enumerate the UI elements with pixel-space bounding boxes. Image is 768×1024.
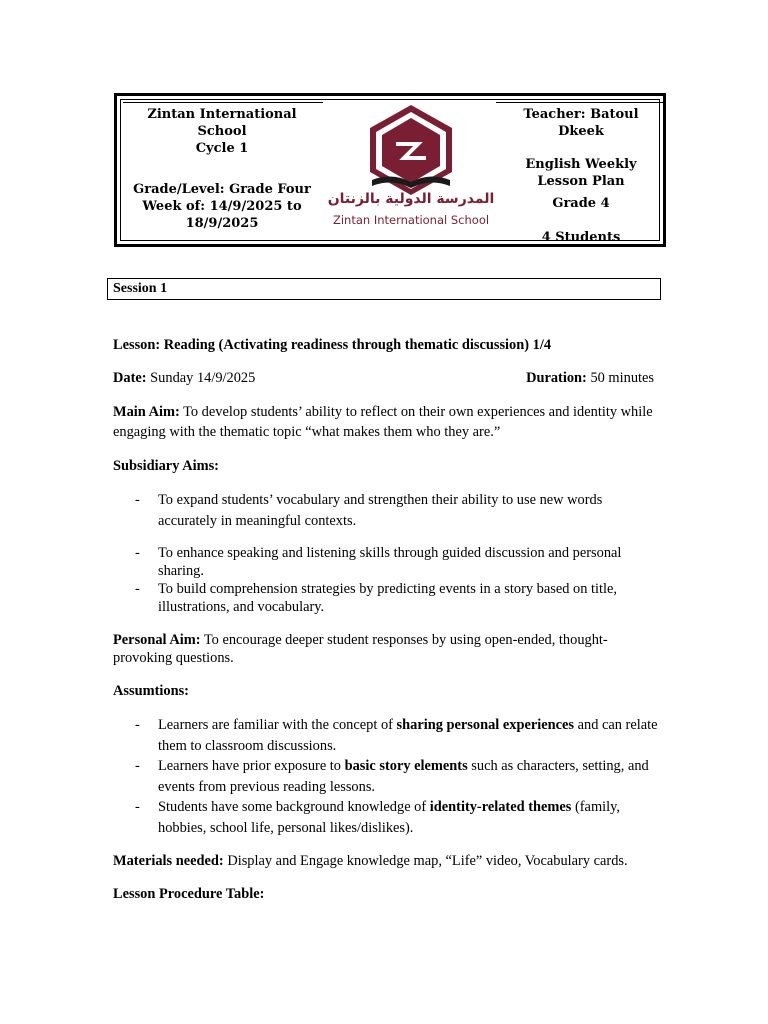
duration [526,369,661,388]
main-aim [113,402,661,442]
grade-level: Grade/Level: Grade Four [133,182,311,197]
logo-arabic-text: المدرسة الدولية بالزنتان [327,191,495,207]
assumptions-list [113,715,661,838]
list-item: - Learners are familiar with the concept of sharing personal experiences and can relate them to classroom discussions. [135,717,658,754]
header-left-column [127,106,317,232]
logo-english-text: Zintan International School [332,213,490,227]
session-label: Session 1 [107,278,661,300]
duration-label: Duration: [526,370,587,386]
cycle: Cycle 1 [195,141,249,156]
list-item: - Students have some background knowledge of identity-related themes (family, hobbies, school life, personal likes/dislikes). [135,799,620,836]
main-aim-text: To develop students’ ability to reflect on their own experiences and identity while engaging with the thematic topic “what makes them who they are.” [113,404,653,440]
school-name: Zintan International School [147,107,297,139]
list-item: - Learners have prior exposure to basic story elements such as characters, setting, and events from previous reading lessons. [135,758,649,795]
school-crest-icon [326,100,496,195]
header-inner-border [120,99,660,245]
date-label: Date: [113,370,147,386]
procedure-table-heading: Lesson Procedure Table: [113,886,265,902]
teacher-name: Teacher: Batoul Dkeek [523,107,639,139]
date-duration-row [113,369,661,388]
main-aim-label: Main Aim: [113,404,180,420]
week-of: Week of: 14/9/2025 to 18/9/2025 [142,199,302,231]
duration-value: 50 minutes [590,370,654,386]
divider [316,244,496,245]
list-item: - To build comprehension strategies by predicting events in a story based on title, illustrations, and vocabulary. [135,581,617,615]
list-item: - To enhance speaking and listening skills through guided discussion and personal sharing. [135,545,622,579]
personal-aim-label: Personal Aim: [113,632,201,648]
materials-needed [113,852,661,871]
school-logo [326,100,496,240]
list-item: - To expand students’ vocabulary and strengthen their ability to use new words accurately in meaningful contexts. [135,492,603,529]
header-box [114,93,666,247]
divider [123,102,323,103]
personal-aim [113,631,661,667]
grade: Grade 4 [552,196,610,211]
divider [496,102,665,103]
student-count: 4 Students [541,230,621,245]
lesson-title: Lesson: Reading (Activating readiness through thematic discussion) 1/4 [113,337,552,353]
assumptions-heading: Assumtions: [113,683,189,699]
lesson-content [113,336,661,904]
personal-aim-text: To encourage deeper student responses by using open-ended, thought-provoking questions. [113,632,608,666]
materials-text: Display and Engage knowledge map, “Life” video, Vocabulary cards. [227,853,628,869]
subsidiary-aims-list [113,490,661,616]
date [113,369,255,388]
subsidiary-aims-heading: Subsidiary Aims: [113,458,219,474]
date-value: Sunday 14/9/2025 [150,370,256,386]
materials-label: Materials needed: [113,853,224,869]
header-right-column [501,106,661,246]
plan-title: English Weekly Lesson Plan [525,157,637,189]
